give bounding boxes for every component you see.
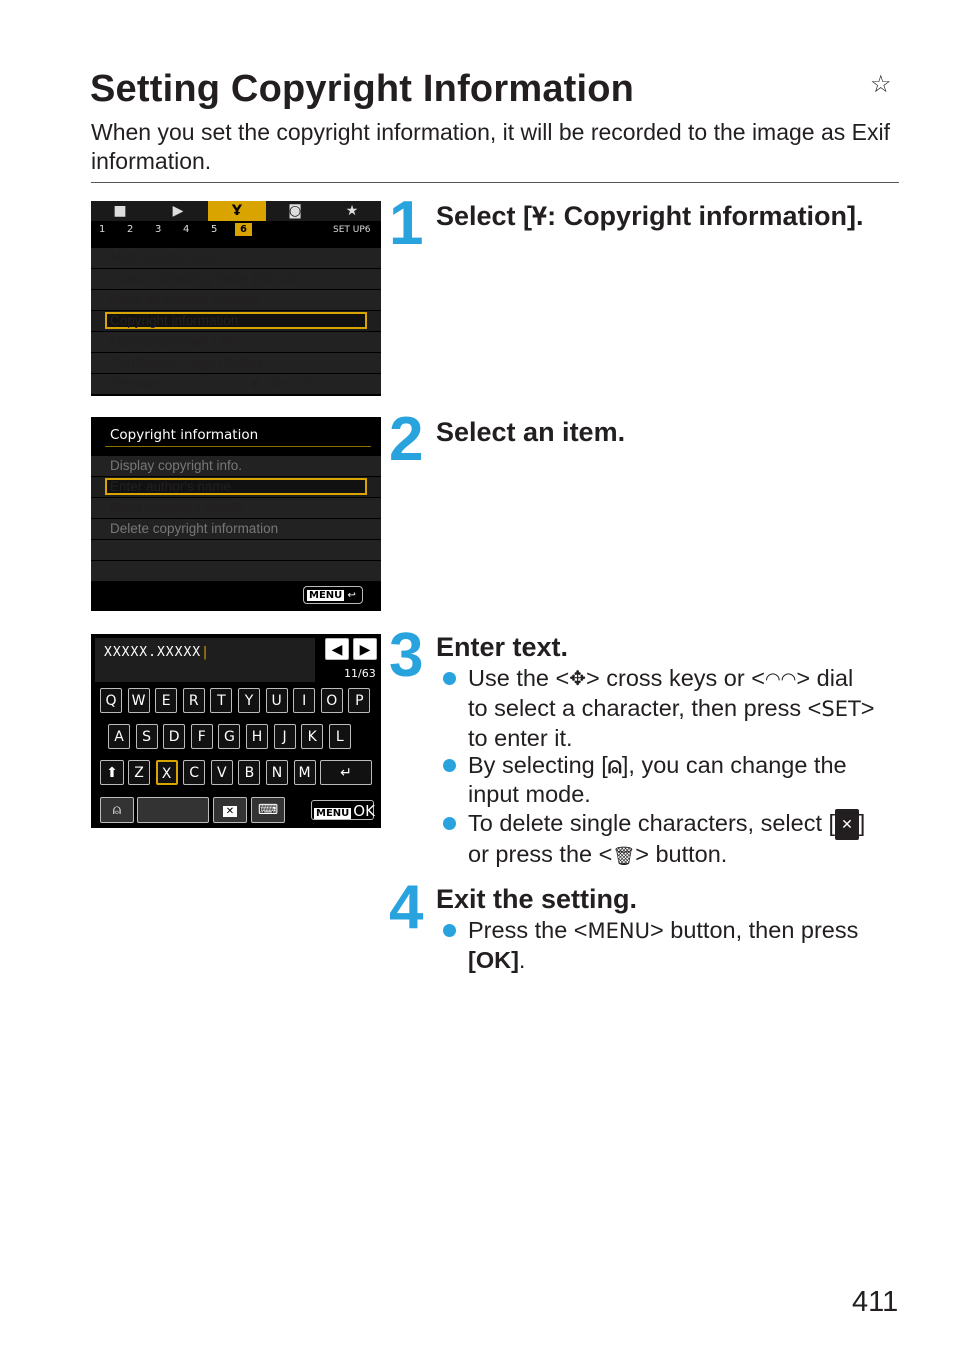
shift-key[interactable] [100, 760, 124, 785]
page-number: 411 [852, 1286, 899, 1318]
menu-item-firmware[interactable]: Firmware ■ Ver. 1.0.0 [91, 374, 381, 395]
backspace-icon: ✕ [835, 809, 859, 840]
trash-icon: 🗑 [612, 846, 636, 867]
menu-row-empty [91, 561, 381, 582]
menu-item-certification-logo[interactable]: Certification Logo Display [91, 353, 381, 374]
camera-icon: ■ [251, 376, 260, 391]
keyboard-toggle-key[interactable] [251, 797, 285, 823]
keyboard-icon: ⌨ [257, 802, 279, 818]
step-2-heading: Select an item. [436, 417, 626, 447]
page-2[interactable]: 2 [127, 224, 134, 235]
step-3-bullet-3: To delete single characters, select [ ✕ ] or press the <🗑> button. [468, 810, 866, 868]
menu-ok-button[interactable]: MENU OK [311, 800, 374, 820]
key-r[interactable]: R [183, 688, 205, 713]
menu-item-enter-author[interactable]: Enter author's name [91, 477, 381, 498]
return-icon: ↩ [347, 590, 356, 601]
step-3-bullet-2: By selecting [⍝], you can change the input mode. [468, 752, 847, 807]
page-strip [91, 221, 381, 241]
backspace-icon: ✕ [223, 806, 237, 817]
key-h[interactable]: H [246, 724, 268, 749]
page-title: Setting Copyright Information [90, 68, 635, 110]
key-l[interactable]: L [329, 724, 351, 749]
camera-screen-keyboard [91, 634, 381, 828]
tab-bar [91, 201, 381, 221]
menu-item-multi-function-lock[interactable]: Multi function lock - [91, 248, 381, 269]
cursor-right-button[interactable]: ▶ [353, 638, 377, 660]
key-u[interactable]: U [266, 688, 288, 713]
step-3-number: 3 [389, 621, 422, 690]
bullet-dot [443, 817, 456, 830]
key-b[interactable]: B [238, 760, 260, 785]
key-g[interactable]: G [218, 724, 240, 749]
key-e[interactable]: E [155, 688, 177, 713]
tab-setup[interactable] [208, 201, 266, 221]
wrench-icon: Ұ [532, 201, 548, 231]
key-p[interactable]: P [348, 688, 370, 713]
input-mode-icon: ⍝ [607, 752, 622, 778]
enter-key[interactable] [320, 760, 372, 785]
key-k[interactable]: K [301, 724, 323, 749]
menu-item-manual-url[interactable]: Manual/software URL [91, 332, 381, 353]
key-d[interactable]: D [163, 724, 185, 749]
menu-item-enter-copyright-details[interactable]: Enter copyright details [91, 498, 381, 519]
text-cursor: | [201, 645, 210, 660]
key-i[interactable]: I [293, 688, 315, 713]
menu-button[interactable]: MENU ↩ [303, 586, 363, 604]
menu-item-clear-settings[interactable]: Clear all camera settings [91, 290, 381, 311]
key-m[interactable]: M [294, 760, 316, 785]
step-1-heading: Select [Ұ: Copyright information]. [436, 201, 864, 231]
input-mode-icon: ⍝ [112, 802, 122, 818]
setup-page-label: SET UP6 [333, 225, 371, 235]
step-4-number: 4 [389, 873, 422, 942]
shift-icon: ⬆ [106, 765, 118, 781]
intro-text: When you set the copyright information, it will be recorded to the image as Exif information. [91, 119, 891, 174]
key-q[interactable]: Q [100, 688, 122, 713]
tab-custom[interactable] [266, 201, 324, 221]
tab-shooting[interactable] [91, 201, 149, 221]
cross-keys-icon: ✥ [569, 668, 587, 691]
star-icon: ☆ [870, 71, 892, 98]
cursor-left-button[interactable]: ◀ [325, 638, 349, 660]
dial-icon: ◠◠ [764, 669, 797, 690]
text-input[interactable]: XXXXX.XXXXX| [95, 638, 315, 682]
divider [91, 182, 899, 183]
camera-icon: ■ [113, 203, 127, 219]
step-3-bullet-1: Use the <✥> cross keys or <◠◠> dial to select a character, then press <SET> to enter it. [468, 665, 875, 752]
menu-row-empty [91, 540, 381, 561]
input-mode-key[interactable] [100, 797, 134, 823]
character-counter: 11/63 [344, 667, 376, 680]
key-z[interactable]: Z [128, 760, 150, 785]
tab-mymenu[interactable] [323, 201, 381, 221]
key-w[interactable]: W [128, 688, 150, 713]
page-5[interactable]: 5 [211, 224, 218, 235]
space-key[interactable] [137, 797, 209, 823]
key-f[interactable]: F [191, 724, 213, 749]
screen-header: Copyright information [110, 427, 259, 443]
step-3-heading: Enter text. [436, 632, 569, 662]
key-n[interactable]: N [266, 760, 288, 785]
bullet-dot [443, 759, 456, 772]
key-s[interactable]: S [136, 724, 158, 749]
bullet-dot [443, 924, 456, 937]
key-x[interactable]: X [156, 760, 178, 785]
page-4[interactable]: 4 [183, 224, 190, 235]
menu-item-display-copyright[interactable]: Display copyright info. [91, 456, 381, 477]
backspace-key[interactable] [213, 797, 247, 823]
step-1-number: 1 [389, 189, 422, 258]
key-j[interactable]: J [274, 724, 296, 749]
step-2-number: 2 [389, 405, 422, 474]
key-o[interactable]: O [321, 688, 343, 713]
key-c[interactable]: C [183, 760, 205, 785]
page-1[interactable]: 1 [99, 224, 106, 235]
bullet-dot [443, 672, 456, 685]
step-4-bullet-1: Press the <MENU> button, then press [OK]. [468, 917, 859, 973]
wrench-icon: Ұ [231, 203, 243, 219]
step-4-heading: Exit the setting. [436, 884, 638, 914]
menu-item-delete-copyright[interactable]: Delete copyright information [91, 519, 381, 540]
page-6[interactable]: 6 [235, 223, 252, 236]
tab-playback[interactable] [149, 201, 207, 221]
key-t[interactable]: T [210, 688, 232, 713]
page-3[interactable]: 3 [155, 224, 162, 235]
playback-icon: ▶ [172, 203, 184, 219]
enter-icon: ↵ [340, 765, 352, 781]
custom-camera-icon: ◙ [288, 203, 302, 219]
menu-item-copyright-information[interactable]: Copyright information [91, 311, 381, 332]
key-a[interactable]: A [108, 724, 130, 749]
star-tab-icon: ★ [345, 203, 359, 219]
menu-item-custom-shooting-mode[interactable]: Custom shooting mode (C1-C3) [91, 269, 381, 290]
key-v[interactable]: V [211, 760, 233, 785]
header-underline [105, 446, 371, 447]
key-y[interactable]: Y [238, 688, 260, 713]
